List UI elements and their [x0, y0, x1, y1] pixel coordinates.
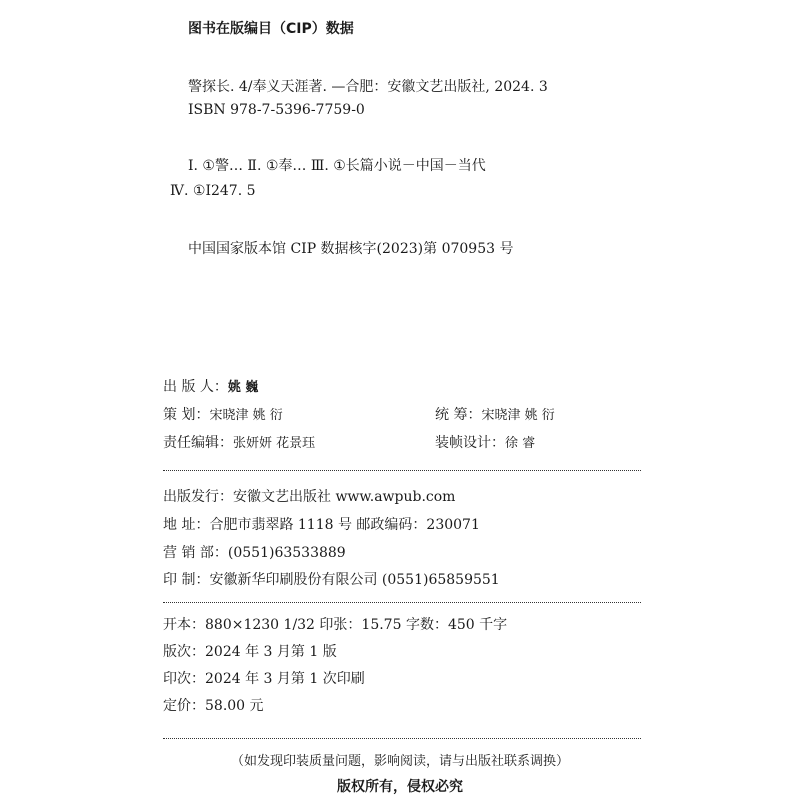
printer-value: 安徽新华印刷股份有限公司 (0551)65859551: [209, 572, 500, 588]
planning-row: [163, 404, 283, 424]
address-value: 合肥市翡翠路 1118 号 邮政编码：230071: [209, 517, 480, 533]
address-label: 地 址：: [163, 517, 210, 533]
design-row: [435, 432, 535, 452]
coordination-row: [435, 404, 555, 424]
copyright-notice: 版权所有，侵权必究: [337, 779, 463, 795]
dotted-divider: [163, 470, 641, 471]
cip-heading: 图书在版编目（CIP）数据: [188, 21, 354, 37]
planning-label: 策 划：: [163, 407, 210, 423]
printer-row: [163, 569, 500, 589]
cip-classification-1: Ⅰ. ①警… Ⅱ. ①奉… Ⅲ. ①长篇小说－中国－当代: [188, 158, 486, 174]
dotted-divider: [163, 602, 641, 603]
publisher-label: 出 版 人：: [163, 379, 228, 395]
edition-line: 版次：2024 年 3 月第 1 版: [163, 644, 337, 660]
price-line: 定价：58.00 元: [163, 698, 264, 714]
planning-names: 宋晓津 姚 衍: [209, 408, 283, 423]
issue-label: 出版发行：: [163, 489, 233, 505]
cip-title-line: 警探长. 4/奉义天涯著. —合肥：安徽文艺出版社, 2024. 3: [188, 79, 548, 95]
issue-value: 安徽文艺出版社 www.awpub.com: [233, 489, 456, 505]
format-line: 开本：880×1230 1/32 印张：15.75 字数：450 千字: [163, 617, 508, 633]
cip-isbn: ISBN 978-7-5396-7759-0: [188, 102, 365, 118]
sales-row: [163, 542, 346, 562]
printing-line: 印次：2024 年 3 月第 1 次印刷: [163, 671, 365, 687]
dotted-divider: [163, 738, 641, 739]
coordination-names: 宋晓津 姚 衍: [481, 408, 555, 423]
editor-label: 责任编辑：: [163, 435, 233, 451]
publisher-name: 姚 巍: [227, 380, 259, 395]
sales-value: (0551)63533889: [227, 545, 346, 561]
quality-notice: （如发现印装质量问题，影响阅读，请与出版社联系调换）: [230, 754, 569, 769]
design-names: 徐 睿: [505, 436, 536, 451]
sales-label: 营 销 部：: [163, 545, 228, 561]
cip-verification: 中国国家版本馆 CIP 数据核字(2023)第 070953 号: [188, 241, 514, 257]
address-row: [163, 514, 480, 534]
cip-classification-2: Ⅳ. ①I247. 5: [170, 183, 256, 199]
editor-names: 张妍妍 花景珏: [233, 436, 316, 451]
printer-label: 印 制：: [163, 572, 210, 588]
issue-row: [163, 486, 455, 506]
editor-row: [163, 432, 315, 452]
publisher-row: [163, 376, 258, 396]
coordination-label: 统 筹：: [435, 407, 482, 423]
design-label: 装帧设计：: [435, 435, 505, 451]
